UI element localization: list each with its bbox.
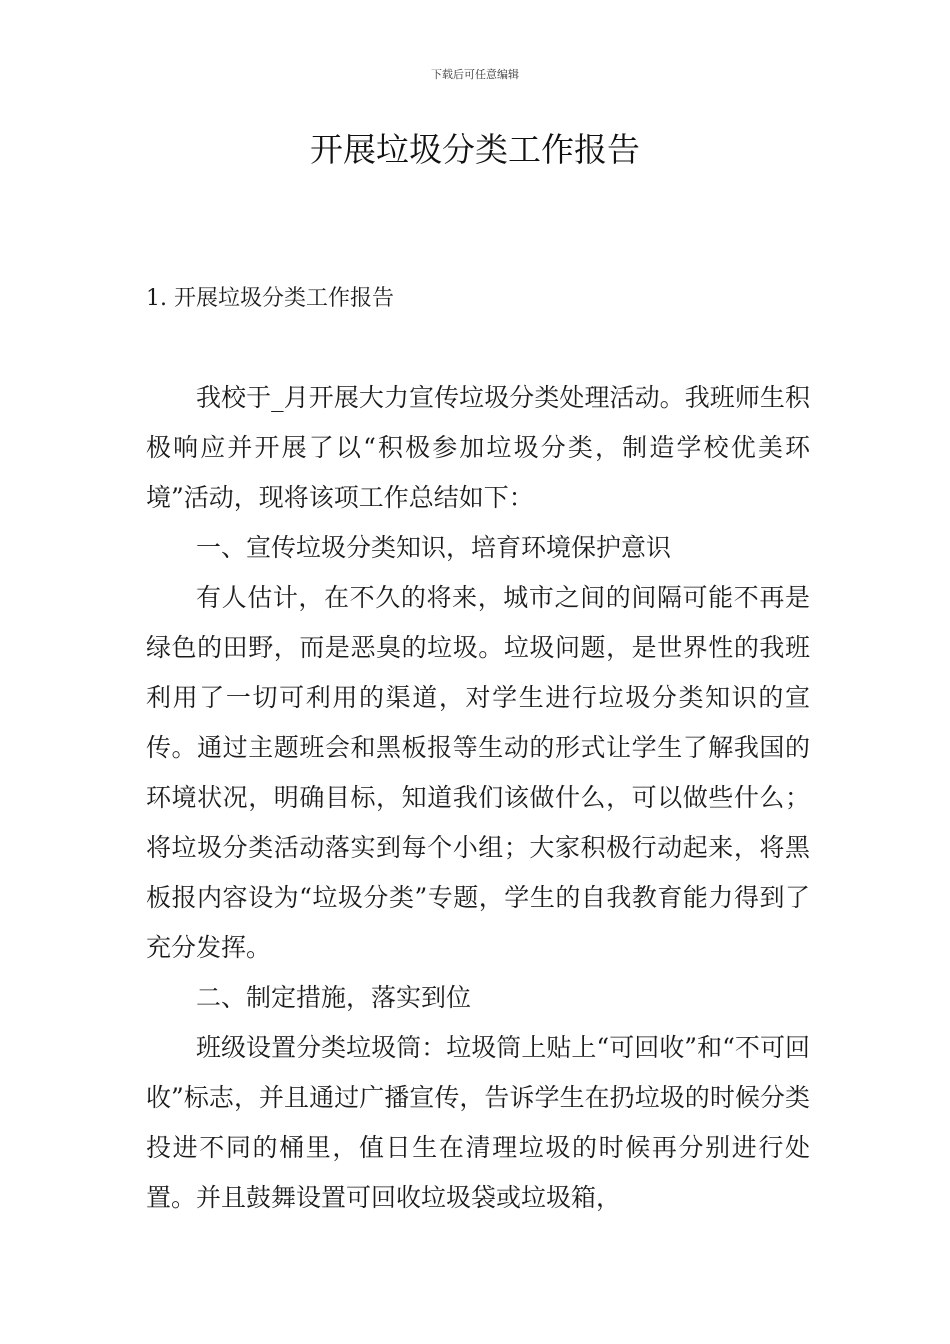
paragraph-publicity: 有人估计，在不久的将来，城市之间的间隔可能不再是绿色的田野，而是恶臭的垃圾。垃圾问题，是世界性的我班利用了一切可利用的渠道，对学生进行垃圾分类知识的宣传。通过主题班会和黑板报等生动的形式让学生了解我国的环境状况，明确目标，知道我们该做什么，可以做些什么；将垃圾分类活动落实到每个小组；大家积极行动起来，将黑板报内容设为“垃圾分类”专题，学生的自我教育能力得到了充分发挥。 (146, 583, 810, 962)
paragraph-measures: 班级设置分类垃圾筒：垃圾筒上贴上“可回收”和“不可回收”标志，并且通过广播宣传，告诉学生在扔垃圾的时候分类投进不同的桶里，值日生在清理垃圾的时候再分别进行处置。并且鼓舞设置可回收垃圾袋或垃圾箱， (146, 1033, 810, 1212)
document-body (146, 373, 810, 1223)
document-title: 开展垃圾分类工作报告 (310, 130, 640, 169)
header-note: 下载后可任意编辑 (431, 68, 519, 81)
paragraph-intro: 我校于_月开展大力宣传垃圾分类处理活动。我班师生积极响应并开展了以“积极参加垃圾分类，制造学校优美环境”活动，现将该项工作总结如下： (146, 383, 810, 512)
section-heading: 1. 开展垃圾分类工作报告 (146, 286, 394, 311)
paragraph-subheading-1: 一、宣传垃圾分类知识，培育环境保护意识 (196, 533, 672, 562)
paragraph-subheading-2: 二、制定措施，落实到位 (196, 983, 472, 1012)
